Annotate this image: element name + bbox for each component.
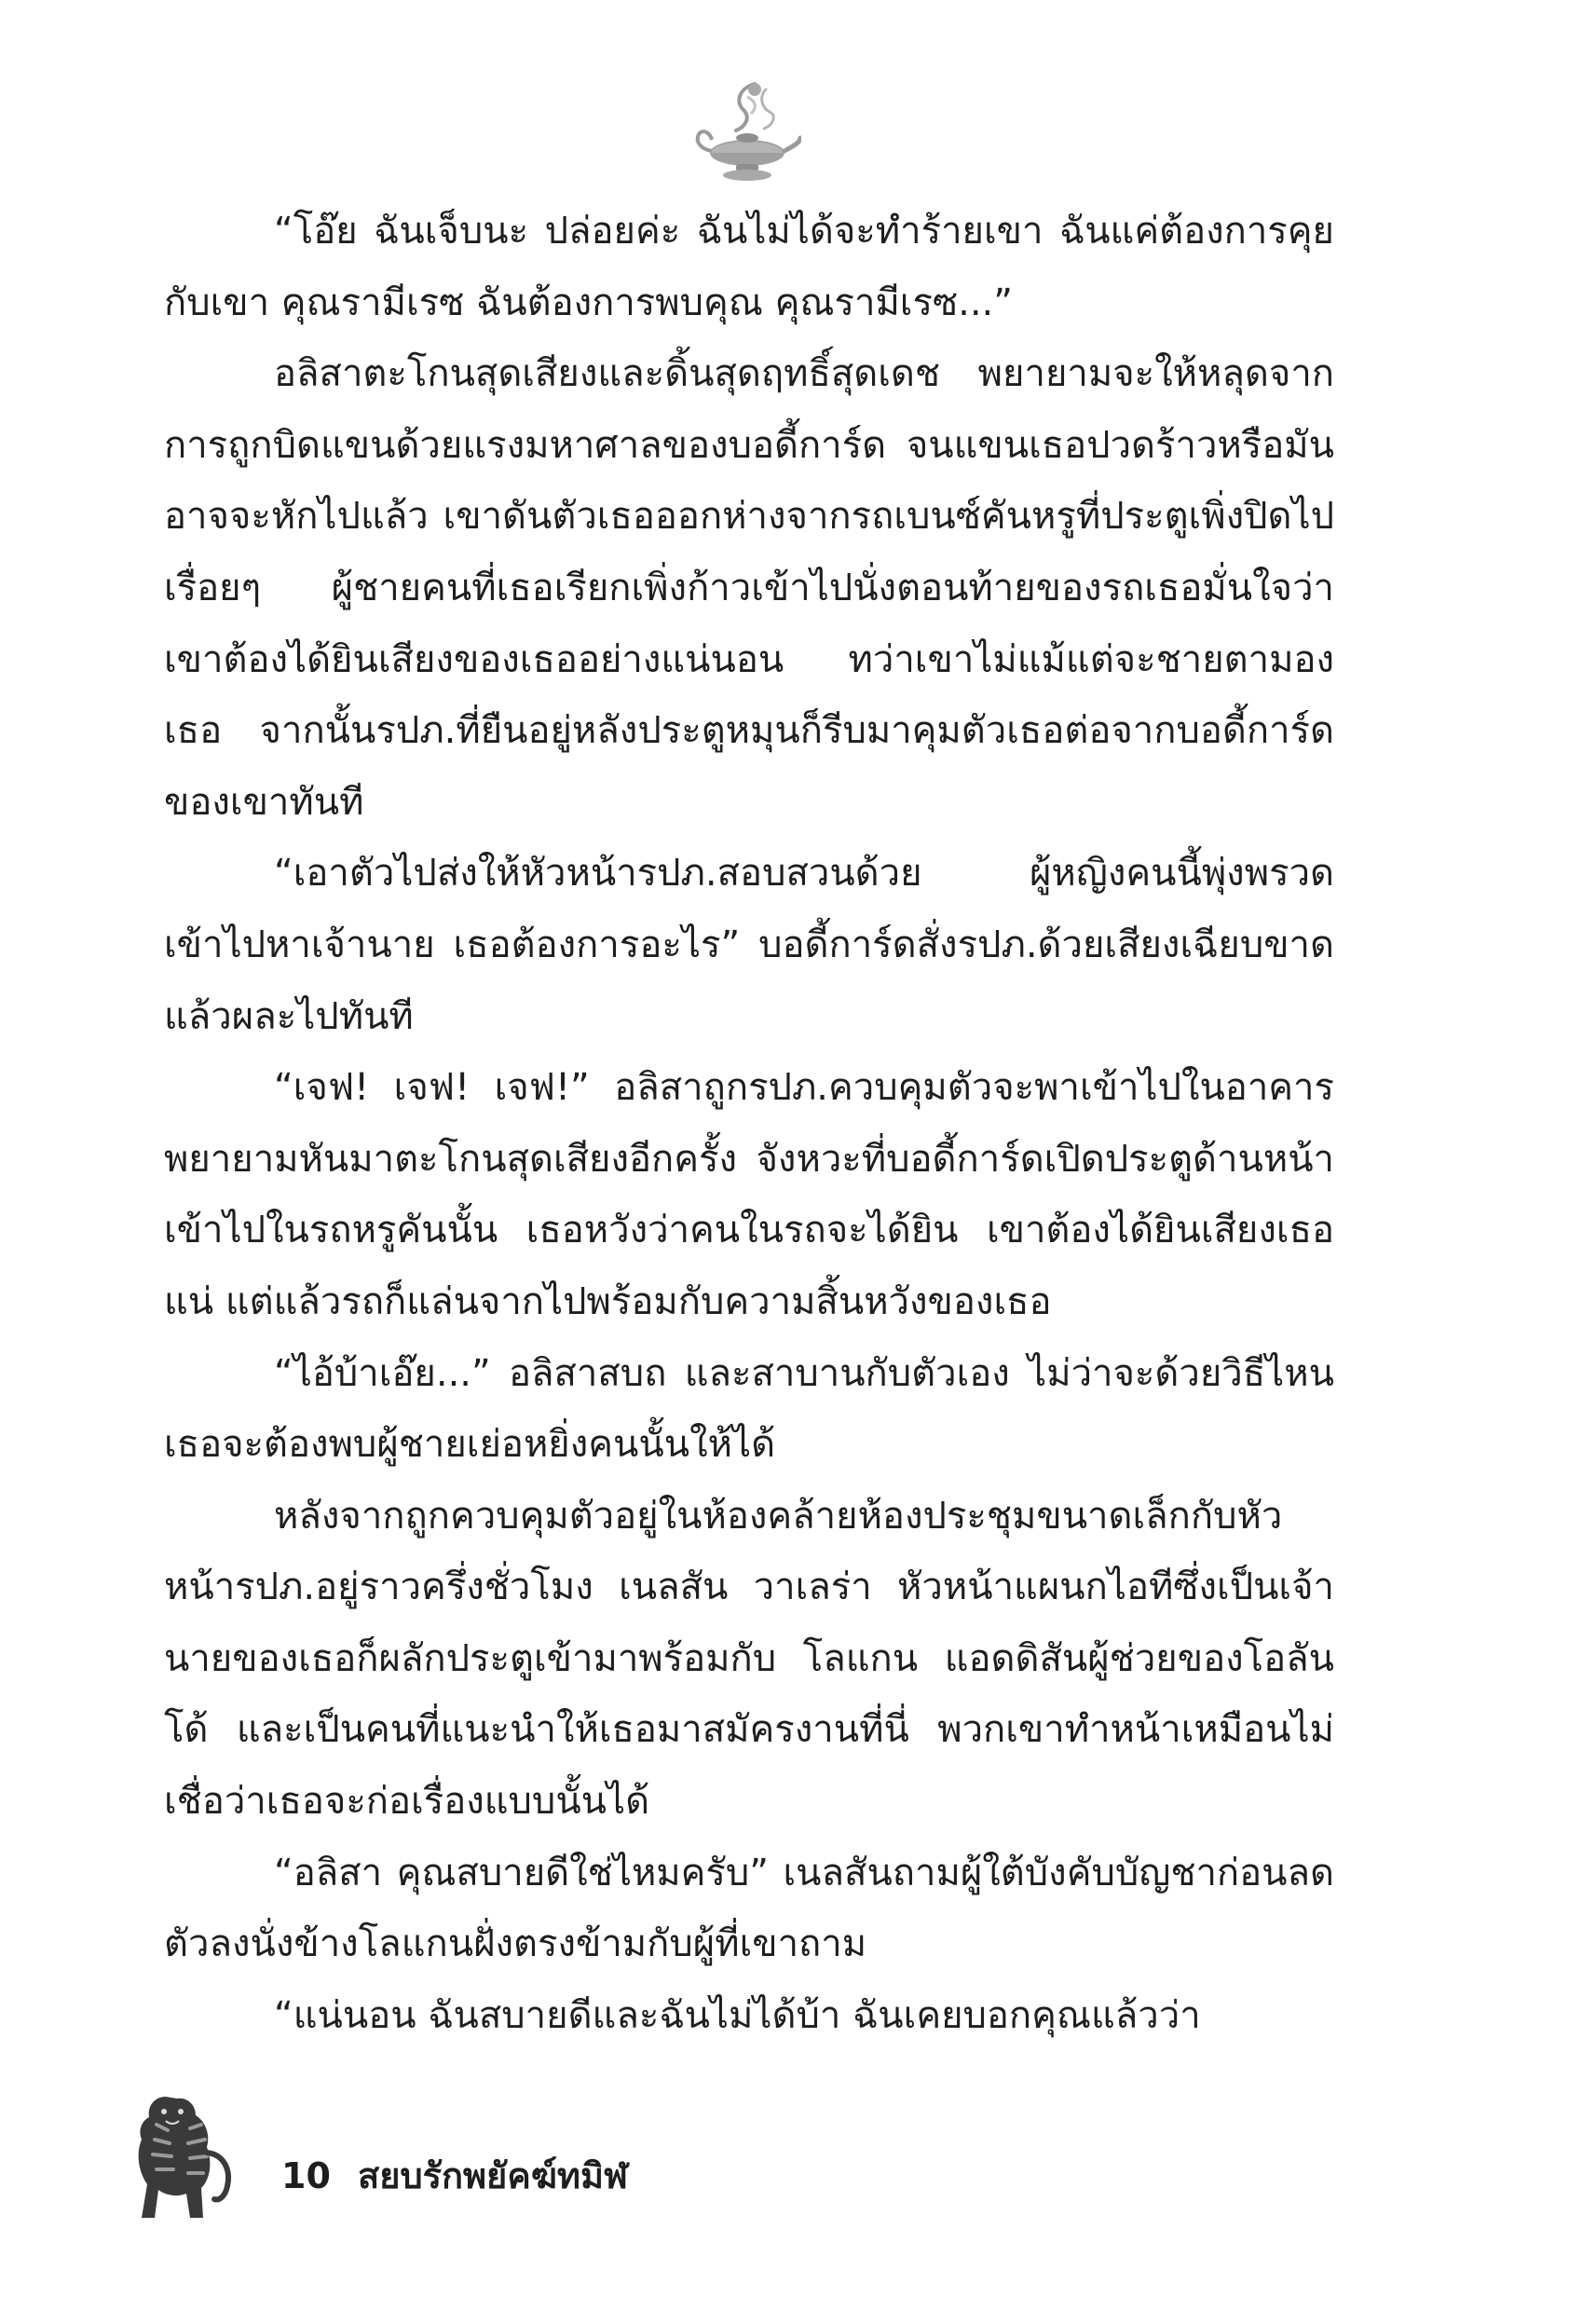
book-title: สยบรักพยัคฆ์ทมิฬ [358,2155,629,2196]
page-footer [110,2087,762,2236]
paragraph: “อลิสา คุณสบายดีใช่ไหมครับ” เนลสันถามผู้ใต้บังคับบัญชาก่อนลดตัวลงนั่งข้างโลแกนฝั่งตรงข้ามกับผู้ที่เขาถาม [164,1851,1334,1966]
paragraph: “แน่นอน ฉันสบายดีและฉันไม่ได้บ้า ฉันเคยบอกคุณแล้วว่า [274,1993,1201,2037]
body-text [164,196,1334,2051]
paragraph: “ไอ้บ้าเอ๊ย...” อลิสาสบถ และสาบานกับตัวเอง ไม่ว่าจะด้วยวิธีไหนเธอจะต้องพบผู้ชายเย่อหยิ่งคนนั้นให้ได้ [164,1351,1334,1467]
tiger-icon [110,2087,250,2227]
paragraph: หลังจากถูกควบคุมตัวอยู่ในห้องคล้ายห้องประชุมขนาดเล็กกับหัวหน้ารปภ.อยู่ราวครึ่งชั่วโมง เนลสัน วาเลร่า หัวหน้าแผนกไอทีซึ่งเป็นเจ้านายของเธอก็ผลักประตูเข้ามาพร้อมกับ โลแกน แอดดิสันผู้ช่วยของโอลันโด้ และเป็นคนที่แนะนำให้เธอมาสมัครงานที่นี่ พวกเขาทำหน้าเหมือนไม่เชื่อว่าเธอจะก่อเรื่องแบบนั้นได้ [164,1494,1334,1824]
genie-lamp-icon [689,76,801,184]
page-number: 10 [281,2155,331,2196]
paragraph: “โอ๊ย ฉันเจ็บนะ ปล่อยค่ะ ฉันไม่ได้จะทำร้ายเขา ฉันแค่ต้องการคุยกับเขา คุณรามีเรซ ฉันต้องการพบคุณ คุณรามีเรซ...” [164,210,1334,324]
paragraph: “เจฟ! เจฟ! เจฟ!” อลิสาถูกรปภ.ควบคุมตัวจะพาเข้าไปในอาคารพยายามหันมาตะโกนสุดเสียงอีกครั้ง จังหวะที่บอดี้การ์ดเปิดประตูด้านหน้าเข้าไปในรถหรูคันนั้น เธอหวังว่าคนในรถจะได้ยิน เขาต้องได้ยินเสียงเธอแน่ แต่แล้วรถก็แล่นจากไปพร้อมกับความสิ้นหวังของเธอ [164,1066,1334,1323]
paragraph: อลิสาตะโกนสุดเสียงและดิ้นสุดฤทธิ์สุดเดช พยายามจะให้หลุดจากการถูกบิดแขนด้วยแรงมหาศาลของบอดี้การ์ด จนแขนเธอปวดร้าวหรือมันอาจจะหักไปแล้ว เขาดันตัวเธอออกห่างจากรถเบนซ์คันหรูที่ประตูเพิ่งปิดไปเรื่อยๆ ผู้ชายคนที่เธอเรียกเพิ่งก้าวเข้าไปนั่งตอนท้ายของรถเธอมั่นใจว่าเขาต้องได้ยินเสียงของเธออย่างแน่นอน ทว่าเขาไม่แม้แต่จะชายตามองเธอ จากนั้นรปภ.ที่ยืนอยู่หลังประตูหมุนก็รีบมาคุมตัวเธอต่อจากบอดี้การ์ดของเขาทันที [164,352,1334,824]
paragraph: “เอาตัวไปส่งให้หัวหน้ารปภ.สอบสวนด้วย ผู้หญิงคนนี้พุ่งพรวดเข้าไปหาเจ้านาย เธอต้องการอะไร” บอดี้การ์ดสั่งรปภ.ด้วยเสียงเฉียบขาดแล้วผละไปทันที [164,852,1334,1038]
